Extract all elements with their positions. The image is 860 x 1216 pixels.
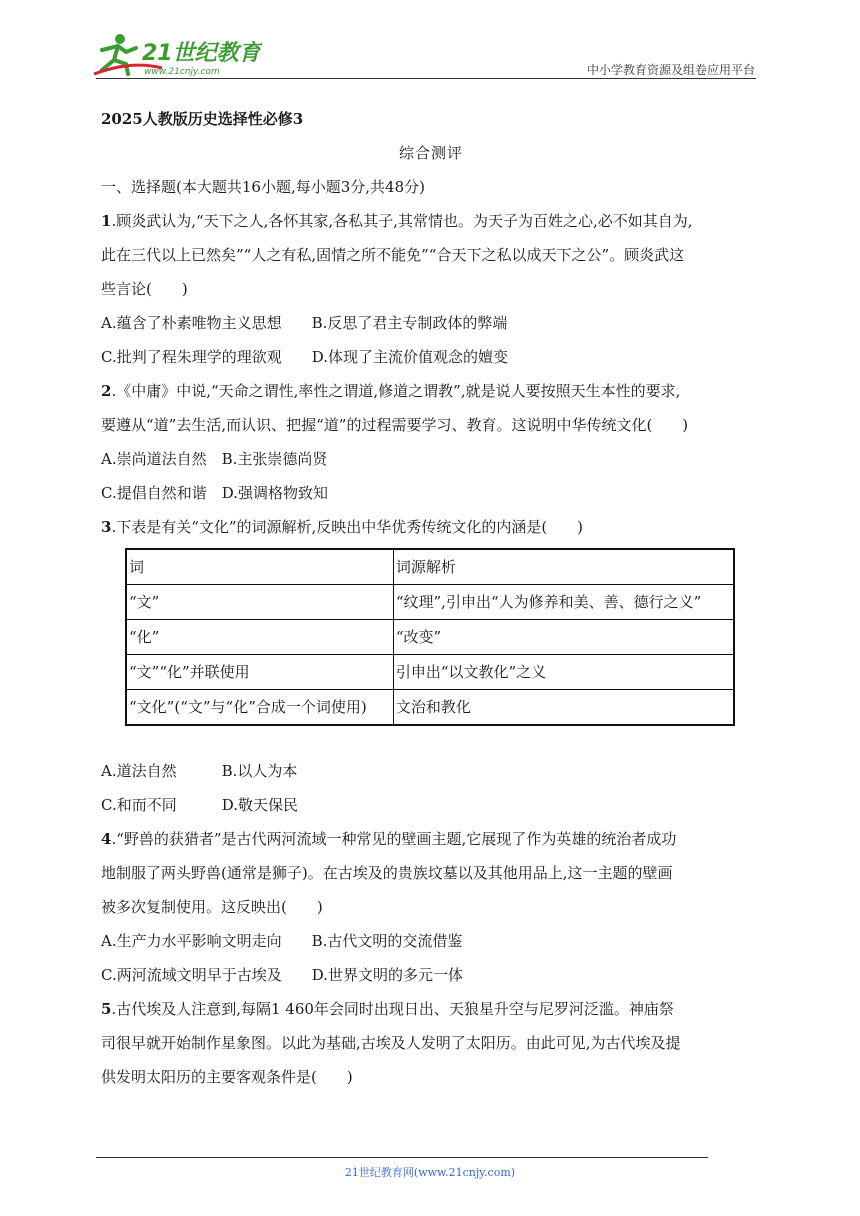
section-heading: 一、选择题(本大题共16小题,每小题3分,共48分): [101, 178, 425, 196]
question-5: [101, 992, 761, 1094]
question-stem-line: 司很早就开始制作星象图。以此为基础,古埃及人发明了太阳历。由此可见,为古代埃及提: [101, 1034, 681, 1052]
question-stem-line: .顾炎武认为,“天下之人,各怀其家,各私其子,其常情也。为天子为百姓之心,必不如其自为,: [111, 212, 693, 230]
option-row: A.生产力水平影响文明走向 B.古代文明的交流借鉴: [101, 932, 463, 950]
platform-label: 中小学教育资源及组卷应用平台: [586, 63, 755, 77]
question-number: 2: [101, 382, 112, 400]
table-cell: “文化”(“文”与“化”合成一个词使用): [126, 690, 393, 726]
question-stem-line: 被多次复制使用。这反映出( ): [101, 898, 323, 916]
question-3: [101, 510, 761, 822]
table-cell: “文”: [126, 585, 393, 620]
question-4: [101, 822, 761, 992]
question-stem-line: .“野兽的获猎者”是古代两河流域一种常见的壁画主题,它展现了作为英雄的统治者成功: [111, 830, 677, 848]
question-stem-line: 要遵从“道”去生活,而认识、把握“道”的过程需要学习、教育。这说明中华传统文化( ): [101, 416, 689, 434]
table-cell: 文治和教化: [393, 690, 734, 726]
question-2: [101, 374, 761, 510]
runner-logo-icon: [92, 30, 262, 80]
header-divider: [96, 78, 756, 79]
option-row: C.批判了程朱理学的理欲观 D.体现了主流价值观念的嬗变: [101, 348, 508, 366]
logo-text: 21世纪教育: [142, 41, 261, 66]
question-stem-line: .《中庸》中说,“天命之谓性,率性之谓道,修道之谓教”,就是说人要按照天生本性的要求,: [111, 382, 681, 400]
document-body: [101, 102, 761, 1094]
option-row: C.和而不同 D.敬天保民: [101, 796, 298, 814]
question-stem-line: 地制服了两头野兽(通常是狮子)。在古埃及的贵族坟墓以及其他用品上,这一主题的壁画: [101, 864, 673, 882]
option-row: C.提倡自然和谐 D.强调格物致知: [101, 484, 328, 502]
table-cell: 引申出“以文教化”之义: [393, 655, 734, 690]
table-row: [126, 585, 734, 620]
question-number: 1: [101, 212, 112, 230]
question-stem-line: .古代埃及人注意到,每隔1 460年会同时出现日出、天狼星升空与尼罗河泛滥。神庙祭: [111, 1000, 674, 1018]
document-title: 2025人教版历史选择性必修3: [101, 110, 304, 128]
table-cell: “改变”: [393, 620, 734, 655]
question-number: 3: [101, 518, 112, 536]
question-1: [101, 204, 761, 374]
table-cell: “文”“化”并联使用: [126, 655, 393, 690]
page-header: [0, 0, 860, 90]
footer-link[interactable]: 21世纪教育网(www.21cnjy.com): [344, 1166, 516, 1179]
table-row: [126, 655, 734, 690]
logo-url: www.21cnjy.com: [144, 67, 220, 77]
footer-divider: [96, 1157, 708, 1158]
etymology-table: [125, 548, 735, 726]
table-cell: “纹理”,引申出“人为修养和美、善、德行之义”: [393, 585, 734, 620]
section-title: 综合测评: [398, 144, 463, 162]
question-number: 4: [101, 830, 112, 848]
table-header-cell: 词: [126, 549, 393, 585]
site-logo[interactable]: [92, 30, 262, 80]
table-row: [126, 620, 734, 655]
table-header-row: [126, 549, 734, 585]
table-cell: “化”: [126, 620, 393, 655]
option-row: C.两河流域文明早于古埃及 D.世界文明的多元一体: [101, 966, 463, 984]
option-row: A.蕴含了朴素唯物主义思想 B.反思了君主专制政体的弊端: [101, 314, 508, 332]
option-row: A.道法自然 B.以人为本: [101, 762, 298, 780]
question-number: 5: [101, 1000, 112, 1018]
question-stem-line: 此在三代以上已然矣”“人之有私,固情之所不能免”“合天下之私以成天下之公”。顾炎武这: [101, 246, 685, 264]
table-header-cell: 词源解析: [393, 549, 734, 585]
table-row: [126, 690, 734, 726]
option-row: A.崇尚道法自然 B.主张崇德尚贤: [101, 450, 328, 468]
question-stem-line: 些言论( ): [101, 280, 188, 298]
question-stem-line: .下表是有关“文化”的词源解析,反映出中华优秀传统文化的内涵是( ): [111, 518, 584, 536]
question-stem-line: 供发明太阳历的主要客观条件是( ): [101, 1068, 353, 1086]
